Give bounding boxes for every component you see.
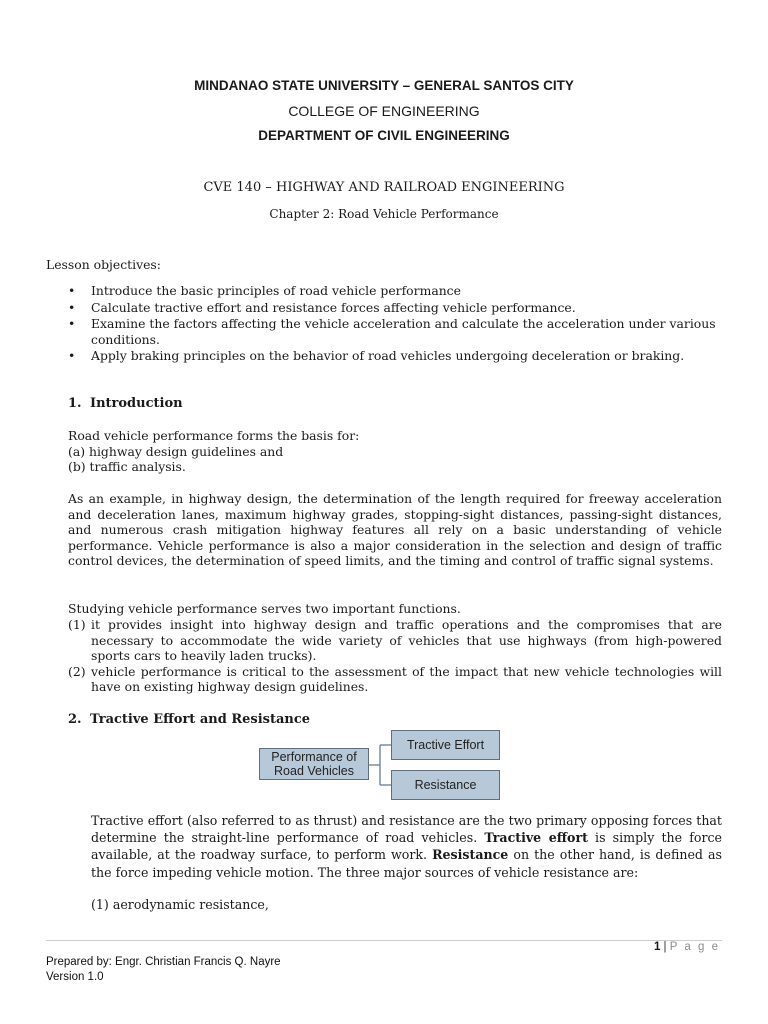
intro-line: (a) highway design guidelines and <box>68 443 284 459</box>
objective-item: • Apply braking principles on the behavior of road vehicles undergoing deceleration or braking. <box>68 348 685 364</box>
bullet-icon: • <box>68 348 76 364</box>
bullet-icon: • <box>68 283 76 298</box>
section-number: 2. <box>68 712 82 727</box>
objective-item: • Examine the factors affecting the vehicle acceleration and calculate the acceleration under various conditions. <box>68 316 716 347</box>
footer-divider <box>46 940 722 941</box>
version: Version 1.0 <box>46 971 104 983</box>
prepared-by: Prepared by: Engr. Christian Francis Q. Nayre <box>46 956 281 968</box>
intro-line: (b) traffic analysis. <box>68 459 186 475</box>
tractive-paragraph: Tractive effort (also referred to as thrust) and resistance are the two primary opposing forces that determine the straight-line performance of road vehicles. Tractive effort is simply the force available, at the roadway surface, to perform work. Resistance on the other hand, is defined as the force impeding vehicle motion. The three major sources of vehicle resistance are: <box>91 813 722 880</box>
page-indicator <box>654 941 720 953</box>
college-name: COLLEGE OF ENGINEERING <box>288 103 480 119</box>
diagram-tractive-effort-box: Tractive Effort <box>391 730 500 760</box>
page-number: 1 <box>653 941 661 953</box>
university-name: MINDANAO STATE UNIVERSITY – GENERAL SANTOS CITY <box>194 78 574 93</box>
objective-item: • Introduce the basic principles of road vehicle performance <box>68 283 461 298</box>
resistance-list-first: (1) aerodynamic resistance, <box>91 897 269 912</box>
course-title: CVE 140 – HIGHWAY AND RAILROAD ENGINEERING <box>203 180 565 195</box>
page-separator: | <box>663 941 667 953</box>
bullet-icon: • <box>68 316 76 332</box>
bullet-icon: • <box>68 299 76 315</box>
term-resistance: Resistance <box>432 847 509 863</box>
term-tractive-effort: Tractive effort <box>484 830 588 846</box>
function-item: (1) it provides insight into highway design and traffic operations and the compromises that are necessary to accommodate the wide variety of vehicles that use highways (from high-powered sports cars to heavily laden trucks). <box>68 617 722 664</box>
functions-intro: Studying vehicle performance serves two important functions. <box>68 601 461 616</box>
objectives-heading: Lesson objectives: <box>46 257 161 272</box>
section-title: Introduction <box>90 396 183 411</box>
objective-item: • Calculate tractive effort and resistance forces affecting vehicle performance. <box>68 299 576 315</box>
diagram-root-box: Performance of Road Vehicles <box>259 748 369 780</box>
diagram-resistance-box: Resistance <box>391 770 500 800</box>
intro-paragraph: As an example, in highway design, the determination of the length required for freeway acceleration and deceleration lanes, maximum highway grades, stopping-sight distances, passing-sight distances, and numerous crash mitigation highway features all rely on a basic understanding of vehicle performance. Vehicle performance is also a major consideration in the selection and design of traffic control devices, the determination of speed limits, and the timing and control of traffic signal systems. <box>68 491 722 569</box>
function-item: (2) vehicle performance is critical to the assessment of the impact that new vehicle technologies will have on existing highway design guidelines. <box>68 663 722 695</box>
department-name: DEPARTMENT OF CIVIL ENGINEERING <box>258 128 510 143</box>
page-label: P a g e <box>669 941 720 953</box>
intro-line: Road vehicle performance forms the basis for: <box>68 428 360 443</box>
chapter-title: Chapter 2: Road Vehicle Performance <box>269 207 499 221</box>
section-title: Tractive Effort and Resistance <box>90 712 311 727</box>
section-number: 1. <box>68 396 82 411</box>
